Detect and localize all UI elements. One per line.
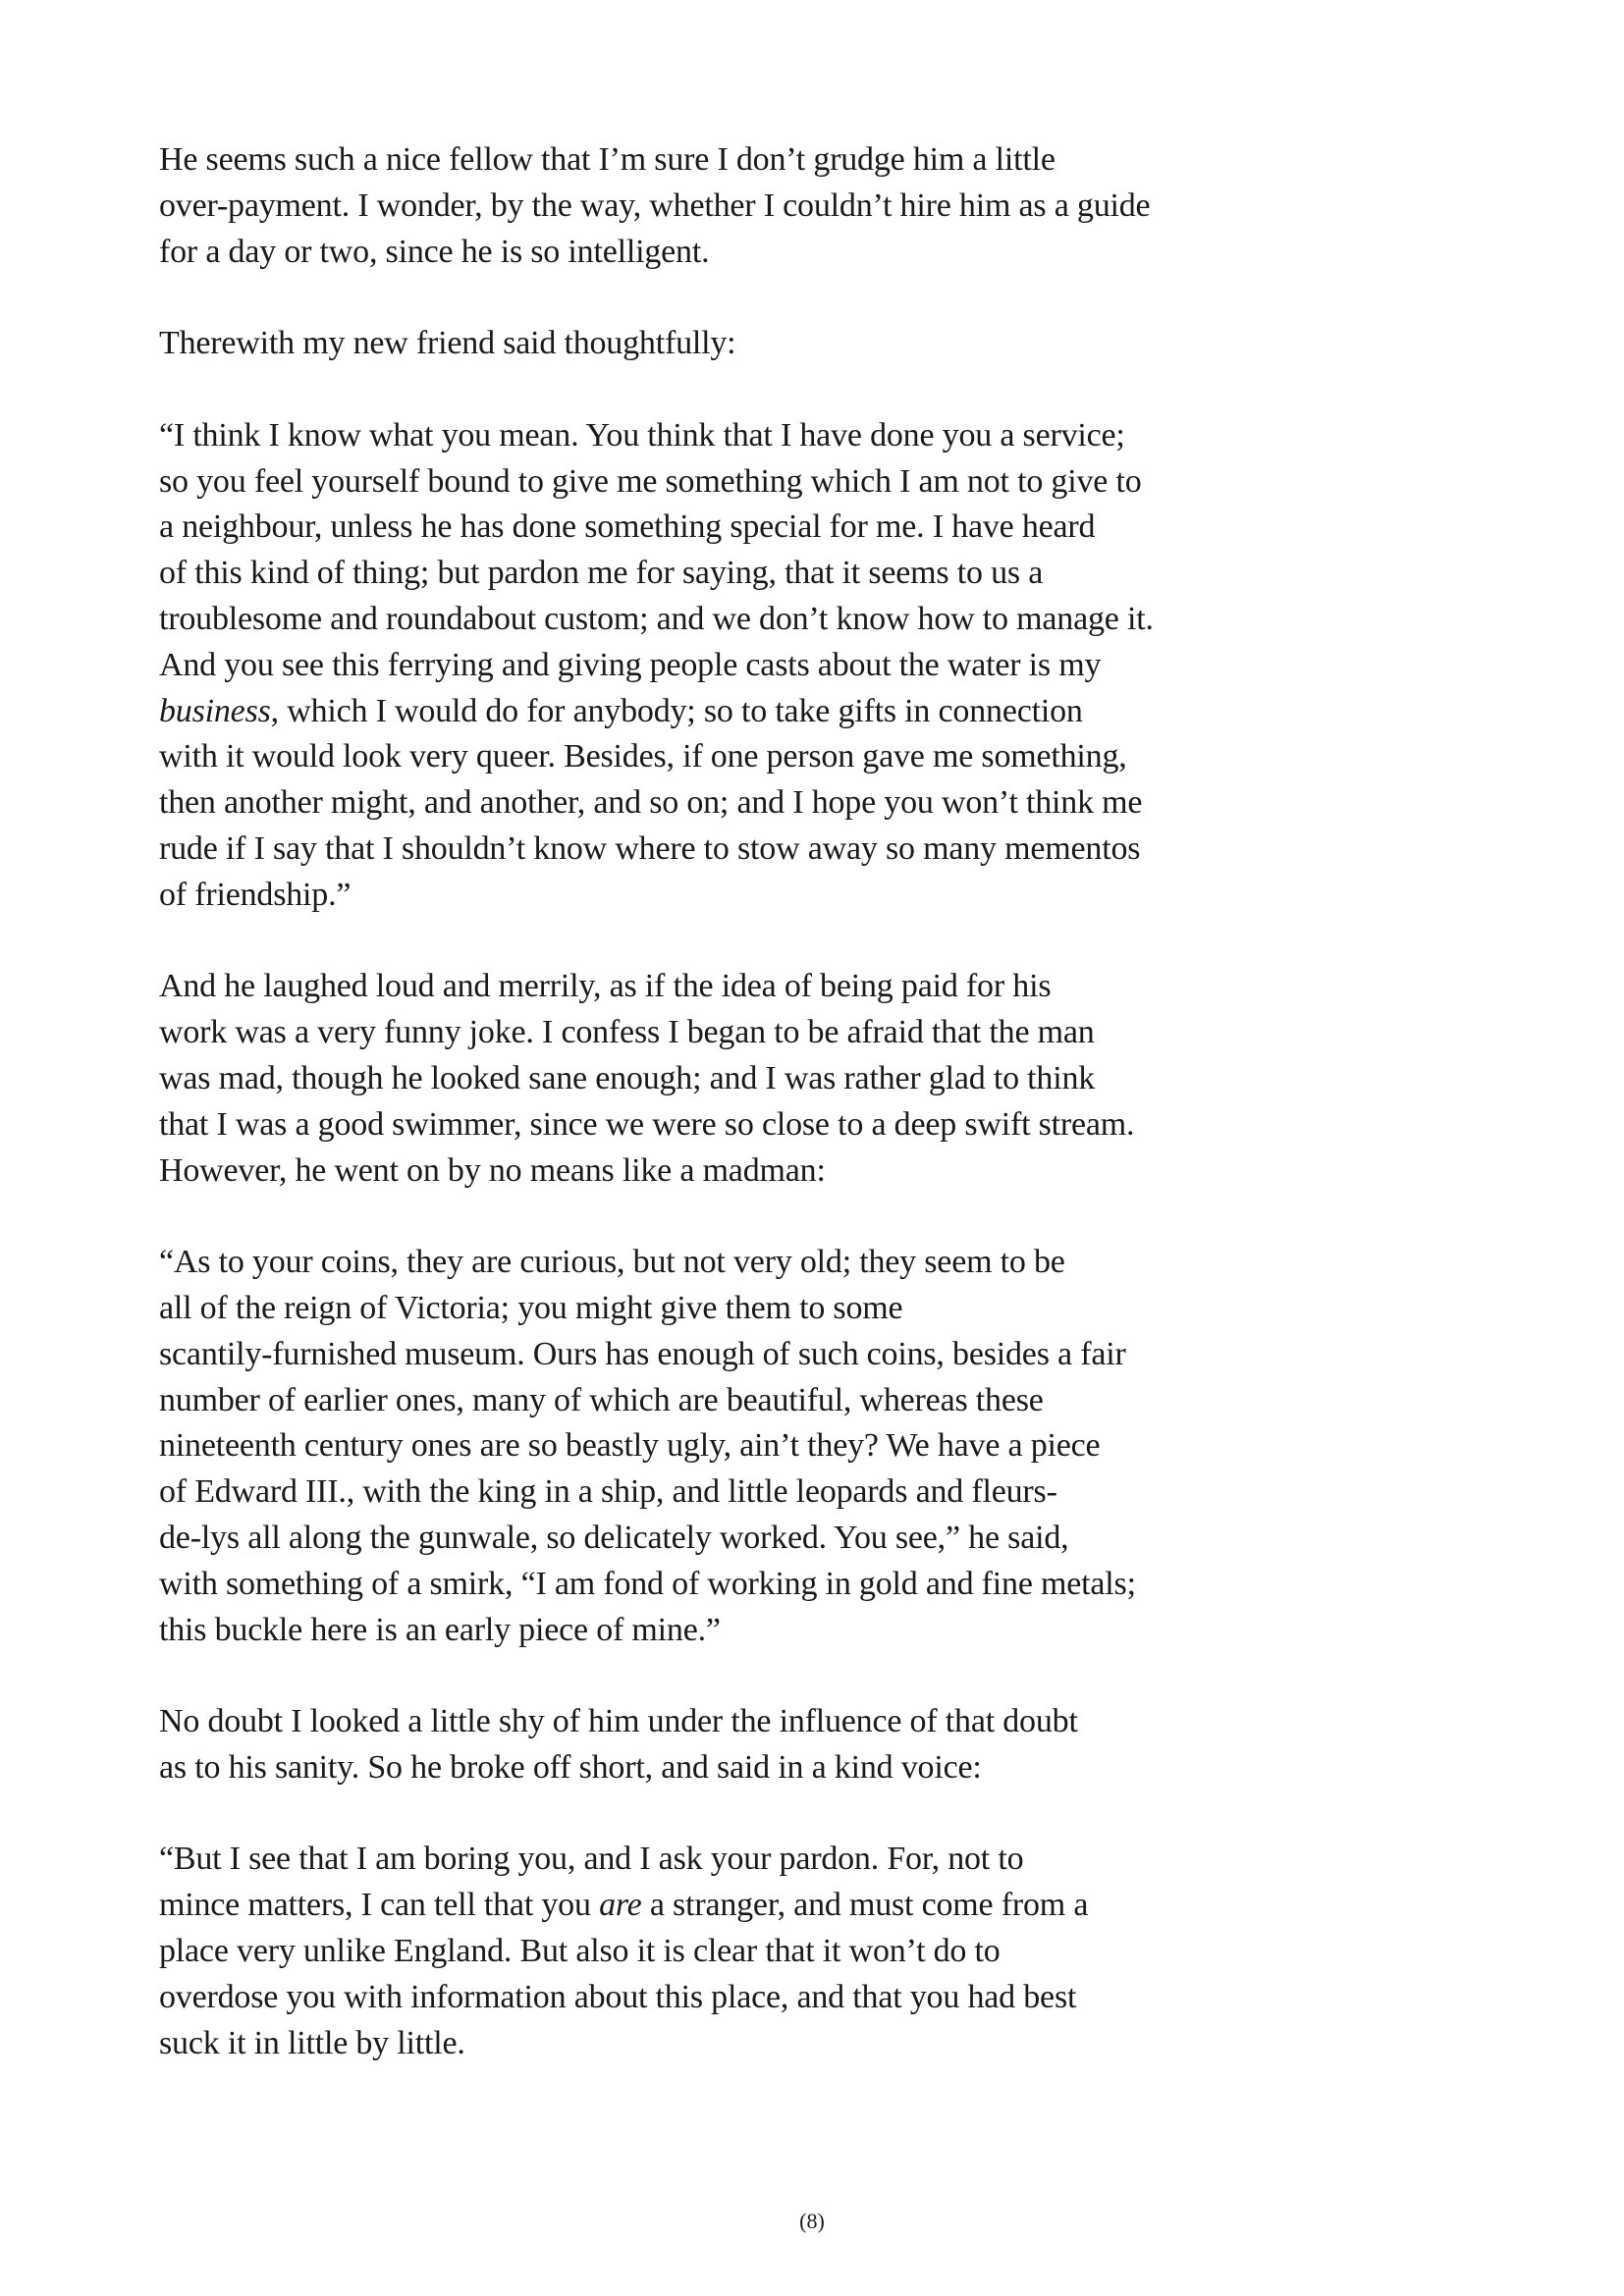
text-line: work was a very funny joke. I confess I began to be afraid that the man bbox=[159, 1014, 1095, 1051]
paragraph bbox=[159, 1240, 1553, 1653]
text-line: of friendship.” bbox=[159, 876, 352, 913]
text-line: “I think I know what you mean. You think that I have done you a service; bbox=[159, 416, 1125, 454]
text-line: this buckle here is an early piece of mine.” bbox=[159, 1611, 721, 1648]
text-line: that I was a good swimmer, since we were so close to a deep swift stream. bbox=[159, 1105, 1135, 1143]
text-line: with something of a smirk, “I am fond of working in gold and fine metals; bbox=[159, 1565, 1136, 1602]
paragraph bbox=[159, 964, 1553, 1194]
text-line: scantily-furnished museum. Ours has enough of such coins, besides a fair bbox=[159, 1335, 1126, 1372]
text-line: number of earlier ones, many of which are beautiful, whereas these bbox=[159, 1381, 1044, 1418]
paragraph bbox=[159, 1837, 1553, 2066]
text-line: suck it in little by little. bbox=[159, 2024, 465, 2061]
text-line: of this kind of thing; but pardon me for saying, that it seems to us a bbox=[159, 555, 1044, 592]
text-line: over-payment. I wonder, by the way, whether I couldn’t hire him as a guide bbox=[159, 187, 1151, 224]
paragraph bbox=[159, 137, 1553, 275]
text-line: overdose you with information about this place, and that you had best bbox=[159, 1978, 1077, 2015]
text-line: He seems such a nice fellow that I’m sure I don’t grudge him a little bbox=[159, 141, 1056, 178]
page-number: (8) bbox=[799, 2209, 825, 2233]
text-line: was mad, though he looked sane enough; and I was rather glad to think bbox=[159, 1059, 1096, 1096]
paragraph bbox=[159, 413, 1553, 919]
text-line: “As to your coins, they are curious, but not very old; they seem to be bbox=[159, 1244, 1065, 1281]
text-segment: a stranger, and must come from a bbox=[641, 1887, 1089, 1924]
italic-word: business bbox=[159, 692, 271, 729]
text-line: And you see this ferrying and giving people casts about the water is my bbox=[159, 646, 1102, 683]
text-segment: , which I would do for anybody; so to take gifts in connection bbox=[270, 692, 1083, 729]
text-line: rude if I say that I shouldn’t know where to stow away so many mementos bbox=[159, 829, 1141, 867]
text-line: However, he went on by no means like a madman: bbox=[159, 1151, 826, 1189]
text-line: And he laughed loud and merrily, as if the idea of being paid for his bbox=[159, 968, 1052, 1005]
text-line bbox=[159, 689, 1553, 735]
text-line: troublesome and roundabout custom; and we don’t know how to manage it. bbox=[159, 600, 1154, 637]
italic-word: are bbox=[599, 1887, 642, 1924]
text-line: de-lys all along the gunwale, so delicately worked. You see,” he said, bbox=[159, 1519, 1069, 1556]
body-text bbox=[159, 137, 1553, 2112]
text-line: for a day or two, since he is so intelligent. bbox=[159, 233, 710, 270]
text-line: nineteenth century ones are so beastly ugly, ain’t they? We have a piece bbox=[159, 1427, 1101, 1465]
text-line: No doubt I looked a little shy of him under the influence of that doubt bbox=[159, 1703, 1078, 1740]
paragraph bbox=[159, 321, 1553, 367]
text-line bbox=[159, 1883, 1553, 1929]
text-line: place very unlike England. But also it is clear that it won’t do to bbox=[159, 1933, 1001, 1970]
text-line: Therewith my new friend said thoughtfully: bbox=[159, 325, 736, 362]
text-line: as to his sanity. So he broke off short, and said in a kind voice: bbox=[159, 1748, 982, 1786]
text-line: of Edward III., with the king in a ship, and little leopards and fleurs- bbox=[159, 1473, 1057, 1511]
text-segment: mince matters, I can tell that you bbox=[159, 1887, 600, 1924]
text-line: all of the reign of Victoria; you might give them to some bbox=[159, 1289, 903, 1326]
text-line: so you feel yourself bound to give me something which I am not to give to bbox=[159, 462, 1142, 500]
paragraph bbox=[159, 1699, 1553, 1791]
text-line: “But I see that I am boring you, and I ask your pardon. For, not to bbox=[159, 1841, 1024, 1878]
text-line: with it would look very queer. Besides, if one person gave me something, bbox=[159, 738, 1127, 775]
text-line: a neighbour, unless he has done something special for me. I have heard bbox=[159, 508, 1096, 546]
text-line: then another might, and another, and so on; and I hope you won’t think me bbox=[159, 784, 1143, 822]
